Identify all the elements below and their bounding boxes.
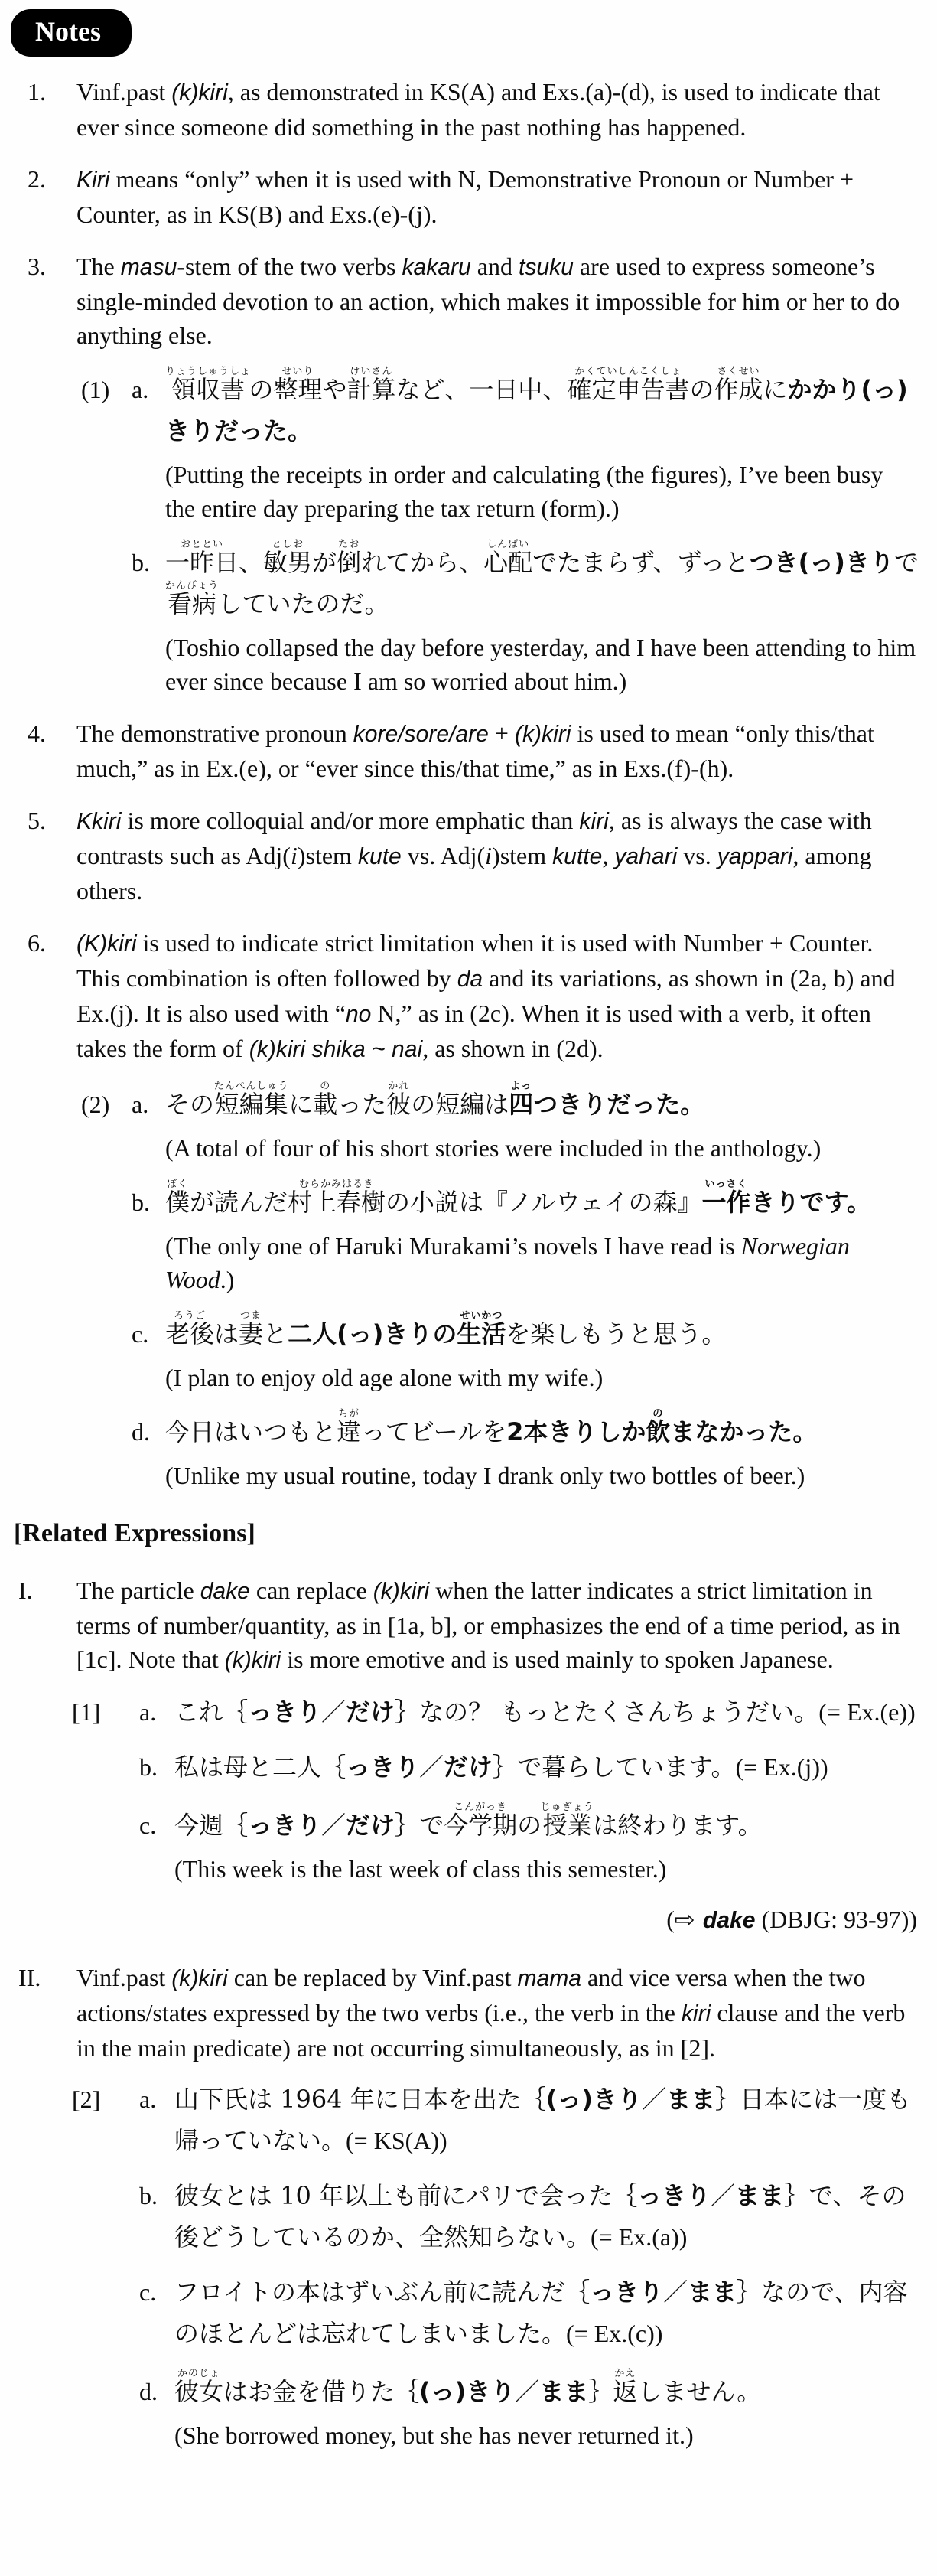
- example-2d-english: [165, 1459, 917, 1492]
- furigana-reading: よっ: [509, 1081, 534, 1092]
- japanese-sentence: [165, 1310, 923, 1355]
- text-segment: N,” as in (2c). When it is used with a verb, it often takes the form of: [76, 999, 871, 1062]
- text-segment: まま: [735, 2181, 785, 2210]
- furigana-reading: じゅぎょう: [540, 1802, 594, 1813]
- text-segment: っきり: [248, 1811, 322, 1840]
- furigana-reading: せいかつ: [457, 1310, 506, 1322]
- text-segment: dake: [702, 1908, 756, 1933]
- example-group-label: (1): [81, 376, 110, 403]
- furigana-reading: けいさん: [346, 366, 396, 377]
- text-segment: (k)kiri: [373, 1579, 430, 1604]
- text-segment: など、一日中、: [395, 375, 568, 404]
- text-segment: Norwegian Wood: [165, 1232, 850, 1293]
- text-segment: kakaru: [402, 255, 471, 280]
- text-segment: はお金を借りた｛: [223, 2377, 420, 2406]
- text-segment: ｝日本には一度も帰っていない。: [174, 2085, 912, 2155]
- text-segment: kore/sore/are: [353, 722, 489, 747]
- example-2c-japanese: [81, 1310, 923, 1355]
- related-expression-I: [18, 1573, 917, 1678]
- text-segment: の: [689, 375, 714, 404]
- text-segment: )stem: [297, 842, 358, 869]
- japanese-sentence: [165, 539, 923, 624]
- text-segment: ／: [663, 2278, 688, 2307]
- text-segment: った: [337, 1090, 387, 1119]
- text-segment: ／: [711, 2181, 736, 2210]
- furigana-reading: ちが: [337, 1408, 362, 1420]
- text-segment: The demonstrative pronoun: [76, 719, 353, 747]
- text-segment: ｝で暮らしています。: [493, 1753, 736, 1782]
- japanese-sentence: [174, 1746, 923, 1788]
- example-2d-japanese: [81, 1408, 923, 1453]
- example-2b-japanese: [81, 1179, 923, 1223]
- text-segment: の小説は『ノルウェイの森』: [386, 1188, 702, 1217]
- furigana-term: 一昨日おととい: [165, 539, 239, 577]
- furigana-reading: さくせい: [714, 366, 763, 377]
- text-segment: 山下氏は 1964 年に日本を出た｛: [174, 2085, 546, 2114]
- furigana-reading: りょうしゅうしょ: [165, 366, 252, 377]
- note-3: [28, 249, 917, 352]
- example-group-label: (2): [81, 1091, 110, 1118]
- text-segment: ／: [642, 2085, 667, 2114]
- text-segment: に: [763, 375, 788, 404]
- furigana-term: 看病かんびょう: [165, 580, 220, 618]
- re-example-1c-japanese: [72, 1802, 923, 1846]
- text-segment: っきり: [248, 1697, 322, 1727]
- text-segment: っきり: [637, 2181, 711, 2210]
- example-2a-english: [165, 1131, 917, 1165]
- furigana-reading: しんぱい: [483, 539, 533, 550]
- text-segment: まま: [539, 2377, 589, 2406]
- re-example-2d-english: [174, 2418, 917, 2452]
- text-segment: (Toshio collapsed the day before yesterday, and I have been attending to him ever since because I am so worried about him.): [165, 634, 916, 695]
- text-segment: da: [457, 967, 483, 992]
- example-1b-japanese: [81, 539, 923, 624]
- furigana-term: 計算けいさん: [346, 366, 396, 404]
- text-segment: -stem of the two verbs: [177, 253, 402, 280]
- item-text: [76, 249, 917, 352]
- furigana-term: 今学期こんがっき: [444, 1802, 518, 1840]
- furigana-term: 確定申告書かくていしんこくしょ: [567, 366, 690, 404]
- text-segment: ／: [419, 1753, 444, 1782]
- furigana-term: 四よっ: [509, 1081, 534, 1119]
- furigana-term: 彼かれ: [386, 1081, 412, 1119]
- item-number: II.: [18, 1964, 41, 1991]
- text-segment: vs.: [677, 842, 717, 869]
- text-segment: The particle: [76, 1577, 200, 1604]
- text-segment: フロイトの本はずいぶん前に読んだ｛: [174, 2278, 591, 2307]
- text-segment: (k)kiri: [514, 722, 571, 747]
- text-segment: kutte: [552, 844, 603, 869]
- item-text: [76, 1961, 917, 2065]
- text-segment: (The only one of Haruki Murakami’s novels I have read is: [165, 1232, 741, 1260]
- furigana-term: 授業じゅぎょう: [540, 1802, 594, 1840]
- text-segment: no: [345, 1002, 372, 1027]
- text-segment: かかり(っ)きりだった。: [165, 375, 908, 445]
- item-number: 4.: [28, 719, 46, 747]
- furigana-term: 違ちが: [337, 1408, 362, 1446]
- note-2: [28, 162, 917, 231]
- text-segment: is more colloquial and/or more emphatic than: [121, 807, 580, 834]
- item-text: [76, 926, 917, 1067]
- text-segment: kute: [357, 844, 402, 869]
- item-number: I.: [18, 1577, 33, 1604]
- example-letter-label: b.: [139, 2182, 158, 2209]
- note-4: [28, 716, 917, 785]
- text-segment: (k)kiri: [224, 1648, 281, 1673]
- example-2b-english: [165, 1229, 917, 1296]
- furigana-reading: せいり: [273, 366, 323, 377]
- japanese-sentence: [174, 2079, 923, 2161]
- text-segment: (: [666, 1906, 675, 1933]
- text-segment: 、: [239, 548, 264, 577]
- furigana-term: 整理せいり: [273, 366, 323, 404]
- text-segment: mama: [517, 1966, 582, 1991]
- example-letter-label: a.: [139, 1698, 157, 1726]
- text-segment: の: [249, 375, 274, 404]
- text-segment: つきりだった。: [533, 1090, 705, 1119]
- text-segment: masu: [120, 255, 177, 280]
- furigana-term: 作成さくせい: [714, 366, 763, 404]
- text-segment: (= Ex.(c)): [566, 2320, 663, 2347]
- text-segment: 2本きりしか: [506, 1417, 646, 1446]
- notes-section-badge: Notes: [11, 9, 132, 57]
- furigana-reading: かのじょ: [174, 2368, 224, 2379]
- item-text: [76, 716, 917, 785]
- item-text: [76, 75, 917, 144]
- text-segment: (k)kiri: [171, 1966, 228, 1991]
- item-number: 1.: [28, 78, 46, 106]
- text-segment: 今週｛: [174, 1811, 249, 1840]
- example-letter-label: d.: [139, 2378, 158, 2405]
- furigana-term: 載の: [313, 1081, 338, 1119]
- re-example-1c-english: [174, 1852, 917, 1886]
- furigana-reading: こんがっき: [444, 1802, 518, 1813]
- text-segment: と: [263, 1319, 288, 1348]
- text-segment: ／: [515, 2377, 540, 2406]
- text-segment: (K)kiri: [76, 931, 137, 957]
- furigana-reading: の: [313, 1081, 338, 1092]
- example-letter-label: b.: [132, 1189, 150, 1216]
- example-letter-label: c.: [139, 1811, 157, 1839]
- japanese-sentence: [165, 1179, 923, 1223]
- text-segment: っきり: [346, 1753, 420, 1782]
- text-segment: The: [76, 253, 121, 280]
- item-text: [76, 804, 917, 908]
- furigana-term: 老後ろうご: [165, 1310, 215, 1348]
- text-segment: で: [893, 548, 919, 577]
- item-text: [76, 162, 917, 231]
- text-segment: (= Ex.(j)): [735, 1753, 828, 1781]
- text-segment: kiri: [681, 2001, 711, 2027]
- text-segment: でたまらず、ずっと: [532, 548, 750, 577]
- furigana-term: 僕ぼく: [165, 1179, 190, 1217]
- text-segment: and vice versa when the two actions/states expressed by the two verbs (i.e., the verb in the: [76, 1964, 866, 2027]
- japanese-sentence: [165, 1408, 923, 1453]
- furigana-reading: かんびょう: [165, 580, 220, 592]
- text-segment: (k)kiri shika ~ nai: [249, 1037, 423, 1062]
- text-segment: clause and the verb in the main predicate) are not occurring simultaneously, as in [2].: [76, 1999, 906, 2062]
- furigana-reading: たんぺんしゅう: [213, 1081, 289, 1092]
- note-5: [28, 804, 917, 908]
- text-segment: まま: [666, 2085, 716, 2114]
- text-segment: Kiri: [76, 168, 110, 193]
- text-segment: (っ)きり: [419, 2377, 516, 2406]
- text-segment: ｝なの？ もっとたくさんちょうだい。: [395, 1697, 819, 1727]
- text-segment: ｝なので、内容のほとんどは忘れてしまいました。: [174, 2278, 908, 2348]
- text-segment: だけ: [444, 1753, 493, 1782]
- text-segment: kiri: [579, 809, 609, 834]
- item-number: 2.: [28, 165, 46, 193]
- example-letter-label: a.: [132, 1091, 149, 1118]
- furigana-reading: かれ: [386, 1081, 412, 1092]
- text-segment: っきり: [590, 2278, 664, 2307]
- text-segment: を楽しもうと思う。: [506, 1319, 727, 1348]
- text-segment: (= Ex.(e)): [818, 1698, 916, 1726]
- furigana-term: 妻つま: [239, 1310, 264, 1348]
- item-number: 3.: [28, 253, 46, 280]
- text-segment: ｝で、その後どうしているのか、全然知らない。: [174, 2181, 906, 2252]
- furigana-term: 領収書りょうしゅうしょ: [165, 366, 252, 404]
- furigana-term: 飲の: [646, 1408, 671, 1446]
- text-segment: 二人(っ)きりの: [288, 1319, 457, 1348]
- example-letter-label: c.: [132, 1320, 149, 1348]
- text-segment: Vinf.past: [76, 1964, 172, 1991]
- text-segment: Kkiri: [76, 809, 122, 834]
- text-segment: つき(っ)きり: [749, 548, 894, 577]
- text-segment: 私は母と二人｛: [174, 1753, 346, 1782]
- text-segment: +: [488, 719, 515, 747]
- text-segment: , as is always the case with contrasts such as Adj(: [76, 807, 872, 869]
- text-segment: .): [220, 1266, 235, 1293]
- text-segment: means “only” when it is used with N, Demonstrative Pronoun or Number + Counter, as in KS(B) and Exs.(e)-(j).: [76, 165, 854, 228]
- text-segment: これ｛: [174, 1697, 249, 1727]
- text-segment: が: [312, 548, 337, 577]
- text-segment: ってビールを: [361, 1417, 507, 1446]
- text-segment: when the latter indicates a strict limitation in terms of number/quantity, as in [1a, b], or emphasizes the end of a time period, as in [1c]. Note that: [76, 1577, 900, 1673]
- furigana-term: 倒たお: [337, 539, 362, 577]
- text-segment: (Putting the receipts in order and calculating (the figures), I’ve been busy the entire day preparing the tax return (form).): [165, 461, 883, 522]
- example-letter-label: d.: [132, 1418, 150, 1446]
- re-example-2d-japanese: [72, 2368, 923, 2412]
- item-number: 5.: [28, 807, 46, 834]
- japanese-sentence: [174, 2368, 923, 2412]
- text-segment: are used to express someone’s single-minded devotion to an action, which makes it impossible for him or her to do anything else.: [76, 253, 900, 349]
- text-segment: (k)kiri: [171, 80, 228, 106]
- text-segment: yahari: [614, 844, 678, 869]
- furigana-term: 彼女かのじょ: [174, 2368, 224, 2406]
- text-segment: に: [288, 1090, 314, 1119]
- japanese-sentence: [174, 1802, 923, 1846]
- text-segment: (I plan to enjoy old age alone with my wife.): [165, 1364, 604, 1391]
- example-letter-label: c.: [139, 2278, 157, 2306]
- furigana-reading: おととい: [165, 539, 239, 550]
- text-segment: その: [165, 1090, 215, 1119]
- text-segment: は: [214, 1319, 239, 1348]
- furigana-term: 敏男としお: [263, 539, 313, 577]
- furigana-reading: つま: [239, 1310, 264, 1322]
- japanese-sentence: [174, 2175, 923, 2258]
- japanese-sentence: [165, 1081, 923, 1125]
- note-1: [28, 75, 917, 144]
- example-group-label: [1]: [72, 1698, 101, 1726]
- text-segment: i: [485, 842, 493, 869]
- text-segment: Vinf.past: [76, 78, 172, 106]
- arrow-right-icon: ⇨: [674, 1905, 703, 1934]
- text-segment: の: [517, 1811, 542, 1840]
- example-letter-label: a.: [132, 376, 149, 403]
- furigana-term: 返かえ: [613, 2368, 638, 2406]
- text-segment: ／: [321, 1697, 346, 1727]
- text-segment: きりです。: [750, 1188, 871, 1217]
- text-segment: tsuku: [518, 255, 574, 280]
- text-segment: 今日はいつもと: [165, 1417, 337, 1446]
- furigana-reading: ぼく: [165, 1179, 190, 1190]
- example-letter-label: b.: [139, 1753, 158, 1781]
- related-expressions-header: [Related Expressions]: [14, 1519, 255, 1547]
- japanese-sentence: [174, 2271, 923, 2354]
- text-segment: (A total of four of his short stories were included in the anthology.): [165, 1134, 822, 1162]
- text-segment: , as demonstrated in KS(A) and Exs.(a)-(d), is used to indicate that ever since someone did something in the past nothing has happened.: [76, 78, 880, 141]
- text-segment: しません。: [637, 2377, 762, 2406]
- text-segment: 彼女とは 10 年以上も前にパリで会った｛: [174, 2181, 638, 2210]
- re-example-2a-japanese: [72, 2079, 923, 2161]
- example-letter-label: a.: [139, 2085, 157, 2113]
- furigana-term: 一作いっさく: [701, 1179, 751, 1217]
- text-segment: (っ)きり: [545, 2085, 643, 2114]
- text-segment: ｝で: [395, 1811, 444, 1840]
- text-segment: (= KS(A)): [346, 2127, 447, 2154]
- re-example-1a-japanese: [72, 1691, 923, 1733]
- text-segment: (DBJG: 93-97)): [755, 1906, 917, 1933]
- example-2c-english: [165, 1361, 917, 1394]
- text-segment: can replace: [249, 1577, 373, 1604]
- furigana-reading: たお: [337, 539, 362, 550]
- text-segment: だけ: [346, 1811, 395, 1840]
- text-segment: が読んだ: [190, 1188, 288, 1217]
- text-segment: や: [322, 375, 347, 404]
- example-2a-japanese: [81, 1081, 923, 1125]
- furigana-reading: かえ: [613, 2368, 638, 2379]
- text-segment: vs. Adj(: [401, 842, 486, 869]
- re-example-2b-japanese: [72, 2175, 923, 2258]
- text-segment: だけ: [346, 1697, 395, 1727]
- furigana-term: 短編集たんぺんしゅう: [213, 1081, 289, 1119]
- example-1a-english: [165, 458, 917, 525]
- furigana-term: 心配しんぱい: [483, 539, 533, 577]
- text-segment: (= Ex.(a)): [591, 2223, 688, 2251]
- text-segment: is used to indicate strict limitation when it is used with Number + Counter. This combination is often followed by: [76, 929, 874, 992]
- furigana-reading: むらかみはるき: [288, 1179, 386, 1190]
- text-segment: i: [290, 842, 298, 869]
- item-number: 6.: [28, 929, 46, 957]
- text-segment: は終わります。: [593, 1811, 763, 1840]
- furigana-reading: いっさく: [701, 1179, 751, 1190]
- text-segment: していたのだ。: [217, 589, 389, 618]
- furigana-reading: としお: [263, 539, 313, 550]
- furigana-term: 村上春樹むらかみはるき: [288, 1179, 386, 1217]
- item-text: [76, 1573, 917, 1678]
- text-segment: ｝: [588, 2377, 613, 2406]
- text-segment: ,: [602, 842, 615, 869]
- text-segment: is more emotive and is used mainly to spoken Japanese.: [281, 1645, 834, 1673]
- text-segment: まま: [688, 2278, 737, 2307]
- text-segment: まなかった。: [670, 1417, 818, 1446]
- dake-cross-reference: [0, 1901, 917, 1939]
- furigana-reading: ろうご: [165, 1310, 215, 1322]
- text-segment: ／: [321, 1811, 346, 1840]
- example-letter-label: b.: [132, 549, 150, 576]
- furigana-reading: の: [646, 1408, 671, 1420]
- note-6: [28, 926, 917, 1067]
- text-segment: and: [470, 253, 519, 280]
- text-segment: , as shown in (2d).: [422, 1035, 604, 1062]
- furigana-term: 生活せいかつ: [457, 1310, 506, 1348]
- example-group-label: [2]: [72, 2085, 101, 2113]
- text-segment: , among others.: [76, 842, 872, 905]
- text-segment: )stem: [492, 842, 553, 869]
- text-segment: is used to mean “only this/that much,” as in Ex.(e), or “ever since this/that time,” as in Exs.(f)-(h).: [76, 719, 874, 782]
- text-segment: れてから、: [361, 548, 484, 577]
- example-1a-japanese: [81, 366, 923, 452]
- text-segment: の短編は: [411, 1090, 509, 1119]
- text-segment: yappari: [717, 844, 793, 869]
- text-segment: (This week is the last week of class this semester.): [174, 1855, 667, 1883]
- example-1b-english: [165, 631, 917, 698]
- related-expression-II: [18, 1961, 917, 2065]
- re-example-1b-japanese: [72, 1746, 923, 1788]
- notes-content: [0, 75, 937, 2452]
- furigana-reading: かくていしんこくしょ: [567, 366, 690, 377]
- text-segment: dake: [200, 1579, 250, 1604]
- japanese-sentence: [165, 366, 923, 452]
- text-segment: and its variations, as shown in (2a, b) and Ex.(j). It is also used with “: [76, 964, 896, 1027]
- text-segment: (Unlike my usual routine, today I drank only two bottles of beer.): [165, 1462, 805, 1489]
- re-example-2c-japanese: [72, 2271, 923, 2354]
- text-segment: can be replaced by Vinf.past: [227, 1964, 518, 1991]
- text-segment: (She borrowed money, but she has never returned it.): [174, 2421, 694, 2449]
- japanese-sentence: [174, 1691, 923, 1733]
